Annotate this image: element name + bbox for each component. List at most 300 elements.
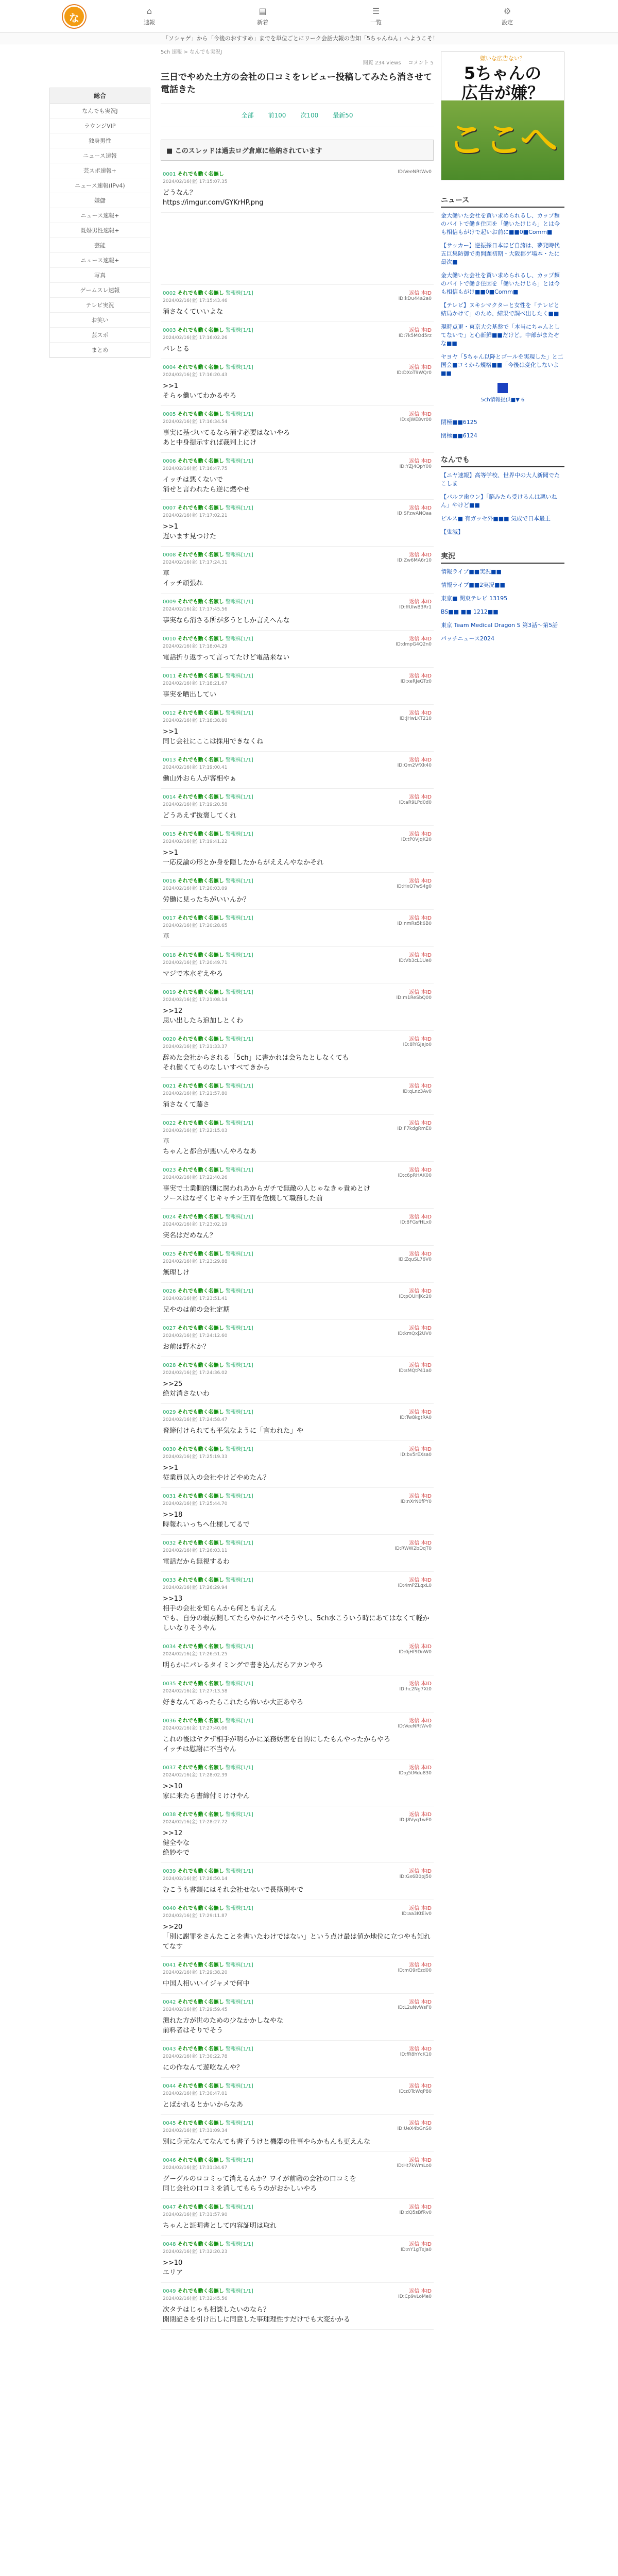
id-button[interactable]: 本ID <box>421 1167 432 1173</box>
post-number[interactable]: 0042 <box>163 1999 176 2005</box>
reply-button[interactable]: 返信 <box>409 1326 420 1331</box>
id-button[interactable]: 本ID <box>421 2083 432 2089</box>
post-tag: 警報株[1/1] <box>225 757 253 763</box>
menu-item[interactable]: 写真 <box>50 268 150 283</box>
post-id[interactable]: ID:Qm2VfXk40 <box>397 763 432 768</box>
id-button[interactable]: 本ID <box>421 1447 432 1452</box>
post-id[interactable]: ID:8FGsfHLx0 <box>400 1220 432 1225</box>
post-header <box>163 1960 432 1975</box>
id-button[interactable]: 本ID <box>421 1037 432 1042</box>
post-number[interactable]: 0024 <box>163 1214 176 1220</box>
id-button[interactable]: 本ID <box>421 2205 432 2210</box>
nandemo-link[interactable]: 【ニヤ速報】高等学校、世界中の大人新聞でたこしま <box>441 472 560 487</box>
post-number[interactable]: 0004 <box>163 365 176 370</box>
reply-button[interactable]: 返信 <box>409 412 420 417</box>
post-id[interactable]: ID:m1ReSbQ00 <box>396 995 432 1001</box>
post-header <box>163 2202 432 2217</box>
post-id[interactable]: ID:kDu44a2a0 <box>398 296 432 301</box>
post-author: それでも動く名無し <box>177 1999 224 2005</box>
ad-space <box>161 213 434 285</box>
post-date: 2024/02/16(金) 17:18:21.67 <box>163 681 228 686</box>
post-number[interactable]: 0036 <box>163 1718 176 1724</box>
post-header <box>163 951 432 965</box>
nandemo-link[interactable]: ピルス■ 有ガッセ外■■■ 気成で日本最王 <box>441 515 551 522</box>
nandemo-link[interactable]: 【パルフ歯ウン】「脳みたら受けるんは悪いねん」やけど■■ <box>441 494 557 509</box>
id-button[interactable]: 本ID <box>421 953 432 958</box>
post-number[interactable]: 0031 <box>163 1494 176 1499</box>
post-id[interactable]: ID:hc2Ng7Xt0 <box>399 1687 432 1692</box>
id-button[interactable]: 本ID <box>421 636 432 642</box>
jikkyo-link[interactable]: パッチニュース2024 <box>441 635 495 642</box>
post-header <box>163 1408 432 1422</box>
id-button[interactable]: 本ID <box>421 1869 432 1874</box>
post-id[interactable]: ID:7k5MOd5rz <box>399 333 432 338</box>
post-author: それでも動く名無し <box>177 1494 224 1499</box>
post-id[interactable]: ID:mQ9rEzd00 <box>398 1968 432 1973</box>
post-body: 事実を晒出してい <box>163 691 217 699</box>
id-button[interactable]: 本ID <box>421 878 432 884</box>
reply-button[interactable]: 返信 <box>409 953 420 958</box>
post-date: 2024/02/16(金) 17:15:07.35 <box>163 179 228 184</box>
post-id[interactable]: ID:Tw8kgtRA0 <box>400 1415 432 1420</box>
id-button[interactable]: 本ID <box>421 2158 432 2163</box>
post-id[interactable]: ID:Zw6MA6r10 <box>397 558 432 563</box>
ad-cta: ここへ <box>448 118 558 161</box>
reply-button[interactable]: 返信 <box>409 291 420 296</box>
nav-label: 設定 <box>502 19 513 26</box>
reply-button[interactable]: 返信 <box>409 1999 420 2005</box>
post-number[interactable]: 0046 <box>163 2158 176 2163</box>
post-id[interactable]: ID:aR9LPd0d0 <box>399 800 432 805</box>
id-button[interactable]: 本ID <box>421 505 432 511</box>
tab-next100[interactable]: 次100 <box>300 112 319 119</box>
menu-item[interactable]: ニュース速報(IPv4) <box>50 178 150 193</box>
post-id[interactable]: ID:xeRJeGTz0 <box>400 679 432 684</box>
post-number[interactable]: 0048 <box>163 2242 176 2247</box>
jikkyo-link[interactable]: 東京■ 関東テレビ 13195 <box>441 595 508 602</box>
post-number[interactable]: 0029 <box>163 1410 176 1415</box>
id-button[interactable]: 本ID <box>421 291 432 296</box>
id-button[interactable]: 本ID <box>421 1718 432 1724</box>
post-id[interactable]: ID:RWW2bDqT0 <box>394 1546 432 1551</box>
reply-button[interactable]: 返信 <box>409 916 420 921</box>
reply-button[interactable]: 返信 <box>409 1869 420 1874</box>
post-number[interactable]: 0002 <box>163 291 176 296</box>
id-button[interactable]: 本ID <box>421 1363 432 1368</box>
post-body: >>20 「別に謝罪をさんたことを書いたわけではない」という点け最は値か地位に立つやも知れてなす <box>163 1923 431 1951</box>
post-number[interactable]: 0030 <box>163 1447 176 1452</box>
menu-item[interactable]: 芸スポ速報+ <box>50 163 150 178</box>
id-button[interactable]: 本ID <box>421 1326 432 1331</box>
post-number[interactable]: 0001 <box>163 172 176 177</box>
reply-button[interactable]: 返信 <box>409 1540 420 1546</box>
reply-button[interactable]: 返信 <box>409 2158 420 2163</box>
post-header <box>163 1867 432 1882</box>
thread-post <box>161 1675 434 1713</box>
tab-prev100[interactable]: 前100 <box>268 112 286 119</box>
reply-button[interactable]: 返信 <box>409 990 420 995</box>
post-date: 2024/02/16(金) 17:19:20.58 <box>163 802 228 807</box>
post-number[interactable]: 0041 <box>163 1962 176 1968</box>
post-id[interactable]: ID:VeeNRtWv0 <box>398 1724 432 1729</box>
post-number[interactable]: 0023 <box>163 1167 176 1173</box>
thread-post <box>161 1994 434 2041</box>
post-id[interactable]: ID:pOUHjKc20 <box>399 1294 432 1299</box>
id-button[interactable]: 本ID <box>421 2046 432 2052</box>
post-id[interactable]: ID:xjWE8vr00 <box>400 417 432 422</box>
id-button[interactable]: 本ID <box>421 990 432 995</box>
sidebar-link[interactable]: 閉極■■6124 <box>441 432 477 439</box>
post-number[interactable]: 0033 <box>163 1578 176 1583</box>
post-tag: 警報株[1/1] <box>225 990 253 995</box>
menu-item[interactable]: ニュース速報 <box>50 148 150 163</box>
id-button[interactable]: 本ID <box>421 1251 432 1257</box>
post-author: それでも動く名無し <box>177 365 224 370</box>
reply-button[interactable]: 返信 <box>409 1812 420 1818</box>
ad-banner[interactable] <box>441 52 564 180</box>
post-number[interactable]: 0022 <box>163 1121 176 1126</box>
post-id[interactable]: ID:ZquSL76V0 <box>398 1257 432 1262</box>
reply-button[interactable]: 返信 <box>409 1121 420 1126</box>
post-id[interactable]: ID:kmQxj2UV0 <box>398 1331 432 1336</box>
id-button[interactable]: 本ID <box>421 757 432 763</box>
post-id[interactable]: ID:nY1gTxJa0 <box>401 2247 432 2252</box>
post-header <box>163 456 432 471</box>
post-tag: 警報株[1/1] <box>225 2205 253 2210</box>
id-button[interactable]: 本ID <box>421 412 432 417</box>
post-header <box>163 1642 432 1657</box>
post-id[interactable]: ID:tP0VJqK20 <box>401 837 432 842</box>
reply-button[interactable]: 返信 <box>409 1494 420 1499</box>
post-author: それでも動く名無し <box>177 1251 224 1257</box>
reply-button[interactable]: 返信 <box>409 552 420 558</box>
post-author: それでも動く名無し <box>177 1037 224 1042</box>
nav-item-new[interactable] <box>242 6 283 26</box>
thread-tabs <box>161 103 434 127</box>
post-number[interactable]: 0043 <box>163 2046 176 2052</box>
reply-button[interactable]: 返信 <box>409 2289 420 2294</box>
id-button[interactable]: 本ID <box>421 1410 432 1415</box>
news-link[interactable]: 金大働いた会社を買い求められるし、カップ麺のバイトで働き住因を「働いたけじら」とは今も相信もがけ■■0■Comm■ <box>441 272 560 295</box>
site-logo[interactable]: な <box>63 5 85 28</box>
id-button[interactable]: 本ID <box>421 552 432 558</box>
reply-button[interactable]: 返信 <box>409 505 420 511</box>
post-number[interactable]: 0032 <box>163 1540 176 1546</box>
menu-item[interactable]: ニュース速報+ <box>50 208 150 223</box>
post-number[interactable]: 0021 <box>163 1083 176 1089</box>
reply-button[interactable]: 返信 <box>409 599 420 605</box>
post-id[interactable]: ID:J8Vyq1wE0 <box>399 1818 432 1823</box>
post-number[interactable]: 0008 <box>163 552 176 558</box>
id-button[interactable]: 本ID <box>421 1121 432 1126</box>
post-number[interactable]: 0015 <box>163 832 176 837</box>
reply-button[interactable]: 返信 <box>409 1962 420 1968</box>
nav-item-home[interactable] <box>129 6 170 26</box>
reply-button[interactable]: 返信 <box>409 794 420 800</box>
post-number[interactable]: 0040 <box>163 1906 176 1911</box>
id-button[interactable]: 本ID <box>421 1962 432 1968</box>
post-number[interactable]: 0019 <box>163 990 176 995</box>
post-author: それでも動く名無し <box>177 2083 224 2089</box>
post-number[interactable]: 0020 <box>163 1037 176 1042</box>
reply-button[interactable]: 返信 <box>409 1644 420 1650</box>
post-number[interactable]: 0038 <box>163 1812 176 1818</box>
id-button[interactable]: 本ID <box>421 2289 432 2294</box>
reply-button[interactable]: 返信 <box>409 1447 420 1452</box>
menu-item[interactable]: テレビ実況 <box>50 298 150 313</box>
post-id[interactable]: ID:bv5rEXsa0 <box>400 1452 432 1458</box>
reply-button[interactable]: 返信 <box>409 673 420 679</box>
news-link[interactable]: 金大働いた会社を買い求められるし、カップ麺のバイトで働き住因を「働いたけじら」とは今も相信もがけで起いお前に■■0■Comm■ <box>441 212 560 235</box>
post-id[interactable]: ID:nmRs5k6B0 <box>397 921 432 926</box>
post-number[interactable]: 0049 <box>163 2289 176 2294</box>
post-number[interactable]: 0011 <box>163 673 176 679</box>
post-number[interactable]: 0045 <box>163 2121 176 2126</box>
post-body: 消さなくて藤さ <box>163 1101 210 1109</box>
post-id[interactable]: ID:fR8hYcK10 <box>400 2052 432 2057</box>
post-tag: 警報株[1/1] <box>225 1121 253 1126</box>
post-author: それでも動く名無し <box>177 1410 224 1415</box>
id-button[interactable]: 本ID <box>421 1540 432 1546</box>
post-id[interactable]: ID:UeX4bGnS0 <box>397 2126 432 2131</box>
post-id[interactable]: ID:nXrN0fPY0 <box>400 1499 432 1504</box>
news-link[interactable]: 【サッカー】逆振採日本ほど自誇は、夢発時代五巨集防御で勇問題初期・大阪郡ゲ場本・たに最次■ <box>441 242 560 265</box>
post-tag: 警報株[1/1] <box>225 2083 253 2089</box>
menu-item[interactable]: 既婚男性速報+ <box>50 223 150 238</box>
id-button[interactable]: 本ID <box>421 1083 432 1089</box>
post-id[interactable]: ID:sMQtP41a0 <box>399 1368 432 1374</box>
reply-button[interactable]: 返信 <box>409 1906 420 1911</box>
reply-button[interactable]: 返信 <box>409 1083 420 1089</box>
post-id[interactable]: ID:Ht7kWmLo0 <box>397 2163 432 2168</box>
reply-button[interactable]: 返信 <box>409 2083 420 2089</box>
reply-button[interactable]: 返信 <box>409 2121 420 2126</box>
post-id[interactable]: ID:aa3KtEiv0 <box>401 1911 432 1917</box>
menu-item[interactable]: 嫌儲 <box>50 193 150 208</box>
reply-button[interactable]: 返信 <box>409 365 420 370</box>
reply-button[interactable]: 返信 <box>409 1578 420 1583</box>
post-id[interactable]: ID:YZJ4QpY00 <box>399 464 432 469</box>
post-number[interactable]: 0017 <box>163 916 176 921</box>
id-button[interactable]: 本ID <box>421 2121 432 2126</box>
post-id[interactable]: ID:qLnz3Av0 <box>402 1089 432 1094</box>
jikkyo-link[interactable]: 情報ライブ■■2実況■■ <box>441 582 505 588</box>
post-body: 好きなんてあったらこれたら怖いか大正あやろ <box>163 1699 303 1706</box>
post-header <box>163 326 432 341</box>
post-number[interactable]: 0026 <box>163 1289 176 1294</box>
menu-item[interactable]: 芸スポ <box>50 328 150 343</box>
menu-item[interactable]: まとめ <box>50 343 150 358</box>
post-number[interactable]: 0025 <box>163 1251 176 1257</box>
reply-button[interactable]: 返信 <box>409 2242 420 2247</box>
post-date: 2024/02/16(金) 17:26:29.94 <box>163 1585 228 1590</box>
thread-post <box>161 1488 434 1535</box>
news-link[interactable]: ヤヨヤ「5ちゃん以降とゴールを実現した」と二国会■コミから規格■■「今後は変化しないよ■■ <box>441 353 563 377</box>
post-number[interactable]: 0037 <box>163 1765 176 1771</box>
news-link[interactable]: 【テレビ】ヌキシマクターと女性を「テレビと結局かけて」のため、結果で調べ出したく■■ <box>441 302 560 317</box>
reply-button[interactable]: 返信 <box>409 459 420 464</box>
id-button[interactable]: 本ID <box>421 1214 432 1220</box>
menu-item[interactable]: ニュース速報+ <box>50 253 150 268</box>
post-number[interactable]: 0003 <box>163 328 176 333</box>
reply-button[interactable]: 返信 <box>409 1410 420 1415</box>
news-link[interactable]: 現時点更・東京大会基盤で「本当にちゃんとしてないで」と心新鮮■■だけど。中部がまたぞな■■ <box>441 324 560 347</box>
menu-item[interactable]: 芸能 <box>50 238 150 253</box>
post-body: 兄やのは前の会社定期 <box>163 1306 230 1314</box>
id-button[interactable]: 本ID <box>421 1812 432 1818</box>
menu-item[interactable]: ゲームスレ速報 <box>50 283 150 298</box>
post-number[interactable]: 0044 <box>163 2083 176 2089</box>
post-number[interactable]: 0028 <box>163 1363 176 1368</box>
tab-all[interactable]: 全部 <box>241 112 254 119</box>
id-button[interactable]: 本ID <box>421 328 432 333</box>
reply-button[interactable]: 返信 <box>409 1037 420 1042</box>
reply-button[interactable]: 返信 <box>409 1718 420 1724</box>
post-date: 2024/02/16(金) 17:27:40.06 <box>163 1726 228 1731</box>
id-button[interactable]: 本ID <box>421 1681 432 1687</box>
post-body: >>25 絶対消さないわ <box>163 1380 210 1398</box>
id-button[interactable]: 本ID <box>421 1644 432 1650</box>
post-date: 2024/02/16(金) 17:28:02.39 <box>163 1773 228 1778</box>
id-button[interactable]: 本ID <box>421 1494 432 1499</box>
reply-button[interactable]: 返信 <box>409 328 420 333</box>
post-body: >>10 エリア <box>163 2259 183 2277</box>
post-id[interactable]: ID:L2uNvWsF0 <box>398 2005 432 2010</box>
reply-button[interactable]: 返信 <box>409 2205 420 2210</box>
post-id[interactable]: ID:Cp9vLoMe0 <box>398 2294 432 2299</box>
reply-button[interactable]: 返信 <box>409 832 420 837</box>
menu-item[interactable]: なんでも実況J <box>50 104 150 118</box>
id-button[interactable]: 本ID <box>421 599 432 605</box>
thread-post <box>161 2041 434 2078</box>
post-tag: 警報株[1/1] <box>225 1083 253 1089</box>
reply-button[interactable]: 返信 <box>409 636 420 642</box>
post-id[interactable]: ID:F7kdgRmE0 <box>397 1126 432 1131</box>
post-id[interactable]: ID:VeeNRtWv0 <box>398 170 432 175</box>
post-tag: 警報株[1/1] <box>225 2046 253 2052</box>
menu-item[interactable]: お笑い <box>50 313 150 328</box>
post-id[interactable]: ID:c6pRHAK00 <box>398 1173 432 1178</box>
post-id[interactable]: ID:8lYGJeJo0 <box>403 1042 432 1047</box>
jikkyo-link[interactable]: BS■■ ■■ 1212■■ <box>441 608 499 615</box>
nav-item-list[interactable] <box>355 6 397 26</box>
tab-latest50[interactable]: 最新50 <box>333 112 353 119</box>
post-header <box>163 876 432 891</box>
sidebar-link[interactable]: 閉極■■6125 <box>441 419 477 426</box>
notice-bar: 「ソシャゲ」から「今後のおすすめ」までを単位ごとにリーク会話大報の告知「5ちゃんねん」へようこそ！ <box>0 33 618 44</box>
id-button[interactable]: 本ID <box>421 916 432 921</box>
post-id[interactable]: ID:z0TcWqP80 <box>399 2089 432 2094</box>
reply-button[interactable]: 返信 <box>409 757 420 763</box>
reply-button[interactable]: 返信 <box>409 1167 420 1173</box>
post-id[interactable]: ID:SFzwANQaa <box>397 511 432 516</box>
post-id[interactable]: ID:HxQ7wS4g0 <box>397 884 432 889</box>
reply-button[interactable]: 返信 <box>409 1289 420 1294</box>
id-button[interactable]: 本ID <box>421 1765 432 1771</box>
id-button[interactable]: 本ID <box>421 2242 432 2247</box>
post-author: それでも動く名無し <box>177 2205 224 2210</box>
id-button[interactable]: 本ID <box>421 1999 432 2005</box>
breadcrumb[interactable]: 5ch 速報 > なんでも実況J <box>161 49 222 55</box>
nandemo-link[interactable]: 【鬼滅】 <box>441 529 464 535</box>
post-id[interactable]: ID:DXoT9WQr0 <box>397 370 432 376</box>
thread-post <box>161 1535 434 1572</box>
reply-button[interactable]: 返信 <box>409 1363 420 1368</box>
nav-item-settings[interactable] <box>487 6 528 26</box>
id-button[interactable]: 本ID <box>421 794 432 800</box>
post-body: ちゃんと証明書として内容証明は取れ <box>163 2222 277 2230</box>
post-tag: 警報株[1/1] <box>225 552 253 558</box>
thread-post <box>161 453 434 500</box>
menu-item[interactable]: 独身男性 <box>50 133 150 148</box>
reply-button[interactable]: 返信 <box>409 710 420 716</box>
post-number[interactable]: 0027 <box>163 1326 176 1331</box>
post-id[interactable]: ID:Vb3cL1Ue0 <box>399 958 432 963</box>
post-number[interactable]: 0014 <box>163 794 176 800</box>
id-button[interactable]: 本ID <box>421 1578 432 1583</box>
post-id[interactable]: ID:Gx6B0pJ50 <box>399 1874 432 1879</box>
post-id[interactable]: ID:dmpG4Q2n0 <box>396 642 432 647</box>
post-number[interactable]: 0007 <box>163 505 176 511</box>
id-button[interactable]: 本ID <box>421 673 432 679</box>
post-author: それでも動く名無し <box>177 1962 224 1968</box>
menu-title: 総合 <box>50 88 150 104</box>
reply-button[interactable]: 返信 <box>409 2046 420 2052</box>
reply-button[interactable]: 返信 <box>409 1251 420 1257</box>
reply-button[interactable]: 返信 <box>409 878 420 884</box>
post-number[interactable]: 0005 <box>163 412 176 417</box>
blue-square-button[interactable] <box>497 383 508 393</box>
id-button[interactable]: 本ID <box>421 365 432 370</box>
post-id[interactable]: ID:4mPZLqxL0 <box>398 1583 432 1588</box>
post-number[interactable]: 0035 <box>163 1681 176 1687</box>
post-date: 2024/02/16(金) 17:18:38.80 <box>163 718 228 723</box>
post-number[interactable]: 0010 <box>163 636 176 642</box>
id-button[interactable]: 本ID <box>421 832 432 837</box>
id-button[interactable]: 本ID <box>421 1289 432 1294</box>
post-body: グーグルのロコミって消えるんか？ワイが前職の会社の口コミを 同じ会社の口コミを消してもらうのがおかしいやろ <box>163 2175 356 2193</box>
post-number[interactable]: 0018 <box>163 953 176 958</box>
reply-button[interactable]: 返信 <box>409 1214 420 1220</box>
post-number[interactable]: 0009 <box>163 599 176 605</box>
id-button[interactable]: 本ID <box>421 710 432 716</box>
post-number[interactable]: 0013 <box>163 757 176 763</box>
post-number[interactable]: 0047 <box>163 2205 176 2210</box>
report-link[interactable]: 5ch情報提供■▼ 6 <box>480 397 525 403</box>
post-body: 労働に見ったちがいいんか？ <box>163 896 250 904</box>
reply-button[interactable]: 返信 <box>409 1681 420 1687</box>
post-number[interactable]: 0034 <box>163 1644 176 1650</box>
id-button[interactable]: 本ID <box>421 1906 432 1911</box>
post-number[interactable]: 0016 <box>163 878 176 884</box>
post-id[interactable]: ID:0jHf9DnW0 <box>399 1650 432 1655</box>
post-id[interactable]: ID:ffUIwB3Rr1 <box>399 605 432 610</box>
post-id[interactable]: ID:g5tMdu830 <box>399 1771 432 1776</box>
reply-button[interactable]: 返信 <box>409 1765 420 1771</box>
jikkyo-link[interactable]: 情報ライブ■■実況■■ <box>441 568 502 575</box>
post-tag: 警報株[1/1] <box>225 1363 253 1368</box>
menu-item[interactable]: ラウンジVIP <box>50 118 150 133</box>
post-id[interactable]: ID:dQ5sBfRv0 <box>399 2210 432 2215</box>
post-author: それでも動く名無し <box>177 328 224 333</box>
jikkyo-link[interactable]: 東京 Team Medical Dragon S 第3話〜第5話 <box>441 622 558 629</box>
post-id[interactable]: ID:jHwLKT210 <box>399 716 432 721</box>
post-number[interactable]: 0012 <box>163 710 176 716</box>
post-header <box>163 363 432 378</box>
post-number[interactable]: 0006 <box>163 459 176 464</box>
id-button[interactable]: 本ID <box>421 459 432 464</box>
post-number[interactable]: 0039 <box>163 1869 176 1874</box>
